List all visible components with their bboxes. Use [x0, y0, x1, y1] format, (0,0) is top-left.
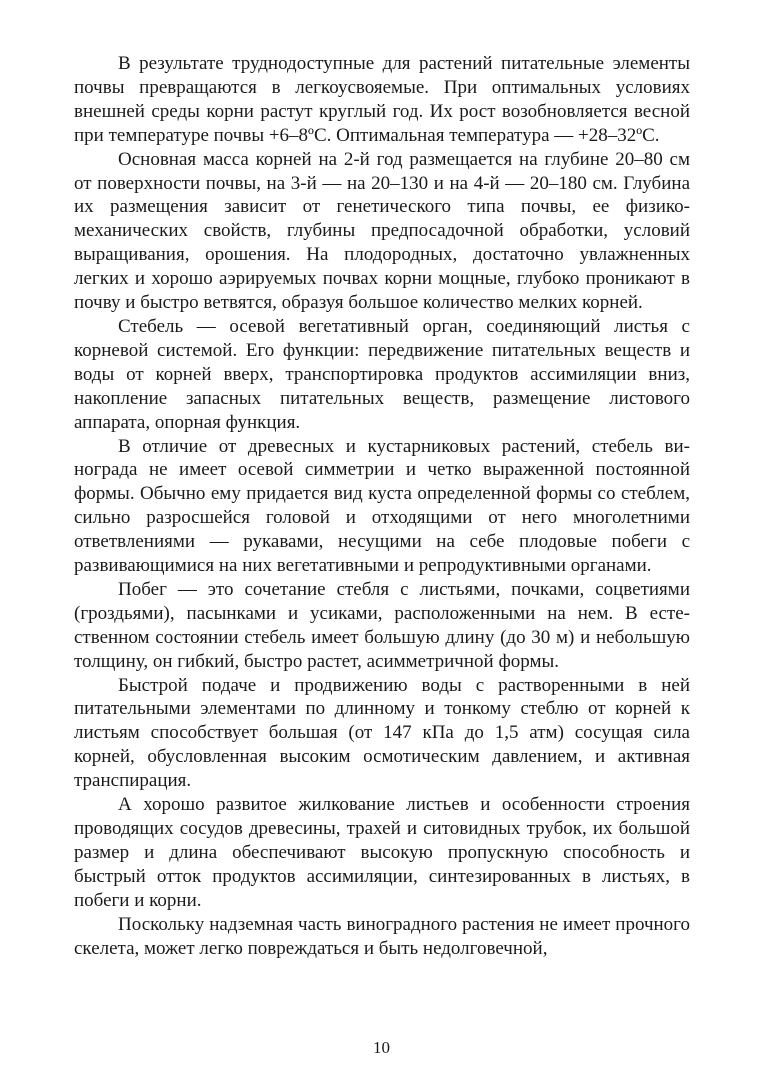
page-body: [74, 52, 690, 960]
paragraph-8: Поскольку надземная часть виноградного растения не имеет прочного скелета, может легко повреждаться и быть недолговечной,: [74, 913, 690, 959]
paragraph-7: А хорошо развитое жилкование листьев и особенности строения проводящих сосудов древесины, трахей и ситовидных трубок, их большой размер и длина обеспечивают высокую пропускную способность и быстрый отток продуктов ассимиляции, синтезированных в листьях, в побеги и корни.: [74, 794, 690, 911]
paragraph-2: Основная масса корней на 2-й год размещается на глубине 20–80 см от поверхности почвы, на 3-й — на 20–130 и на 4-й — 20–180 см. Глубина их размещения зависит от генетического типа почвы, ее физико-механических свойств, глубины предпосадочной обработки, условий выращивания, орошения. На плодородных, достаточно увлажненных легких и хорошо аэрируемых почвах корни мощные, глубоко проникают в почву и быстро ветвятся, образуя большое количество мелких корней.: [74, 148, 690, 314]
paragraph-3: Стебель — осевой вегетативный орган, соединяющий листья с корневой системой. Его функции: передвижение питательных веществ и воды от корней вверх, транспортировка продуктов ассимиляции вниз, накопление запасных питательных веществ, размещение листового аппарата, опорная функция.: [74, 315, 690, 433]
paragraph-4: В отличие от древесных и кустарниковых растений, стебель винограда не имеет осевой симметрии и четко выраженной постоянной формы. Обычно ему придается вид куста определенной формы со стеблем, сильно разросшейся головой и отходящими от него многолетними ответвлениями — рукавами, несущими на себе плодовые побеги с развивающимися на них вегетативными и репродуктивными органами.: [74, 435, 690, 577]
paragraph-5: Побег — это сочетание стебля с листьями, почками, соцветиями (гроздьями), пасынками и усиками, расположенными на нем. В естественном состоянии стебель имеет большую длину (до 30 м) и небольшую толщину, он гибкий, быстро растет, асимметричной формы.: [74, 578, 690, 672]
page-number: 10: [373, 1038, 390, 1057]
paragraph-1: В результате труднодоступные для растений питательные элементы почвы превращаются в легкоусвояемые. При оптимальных условиях внешней среды корни растут круглый год. Их рост возобновляется весной при температуре почвы +6–8ºС. Оптимальная температура — +28–32ºС.: [74, 53, 690, 146]
paragraph-6: Быстрой подаче и продвижению воды с растворенными в ней питательными элементами по длинному и тонкому стеблю от корней к листьям способствует большая (от 147 кПа до 1,5 атм) сосущая сила корней, обусловленная высоким осмотическим давлением, и активная транспирация.: [74, 674, 690, 792]
